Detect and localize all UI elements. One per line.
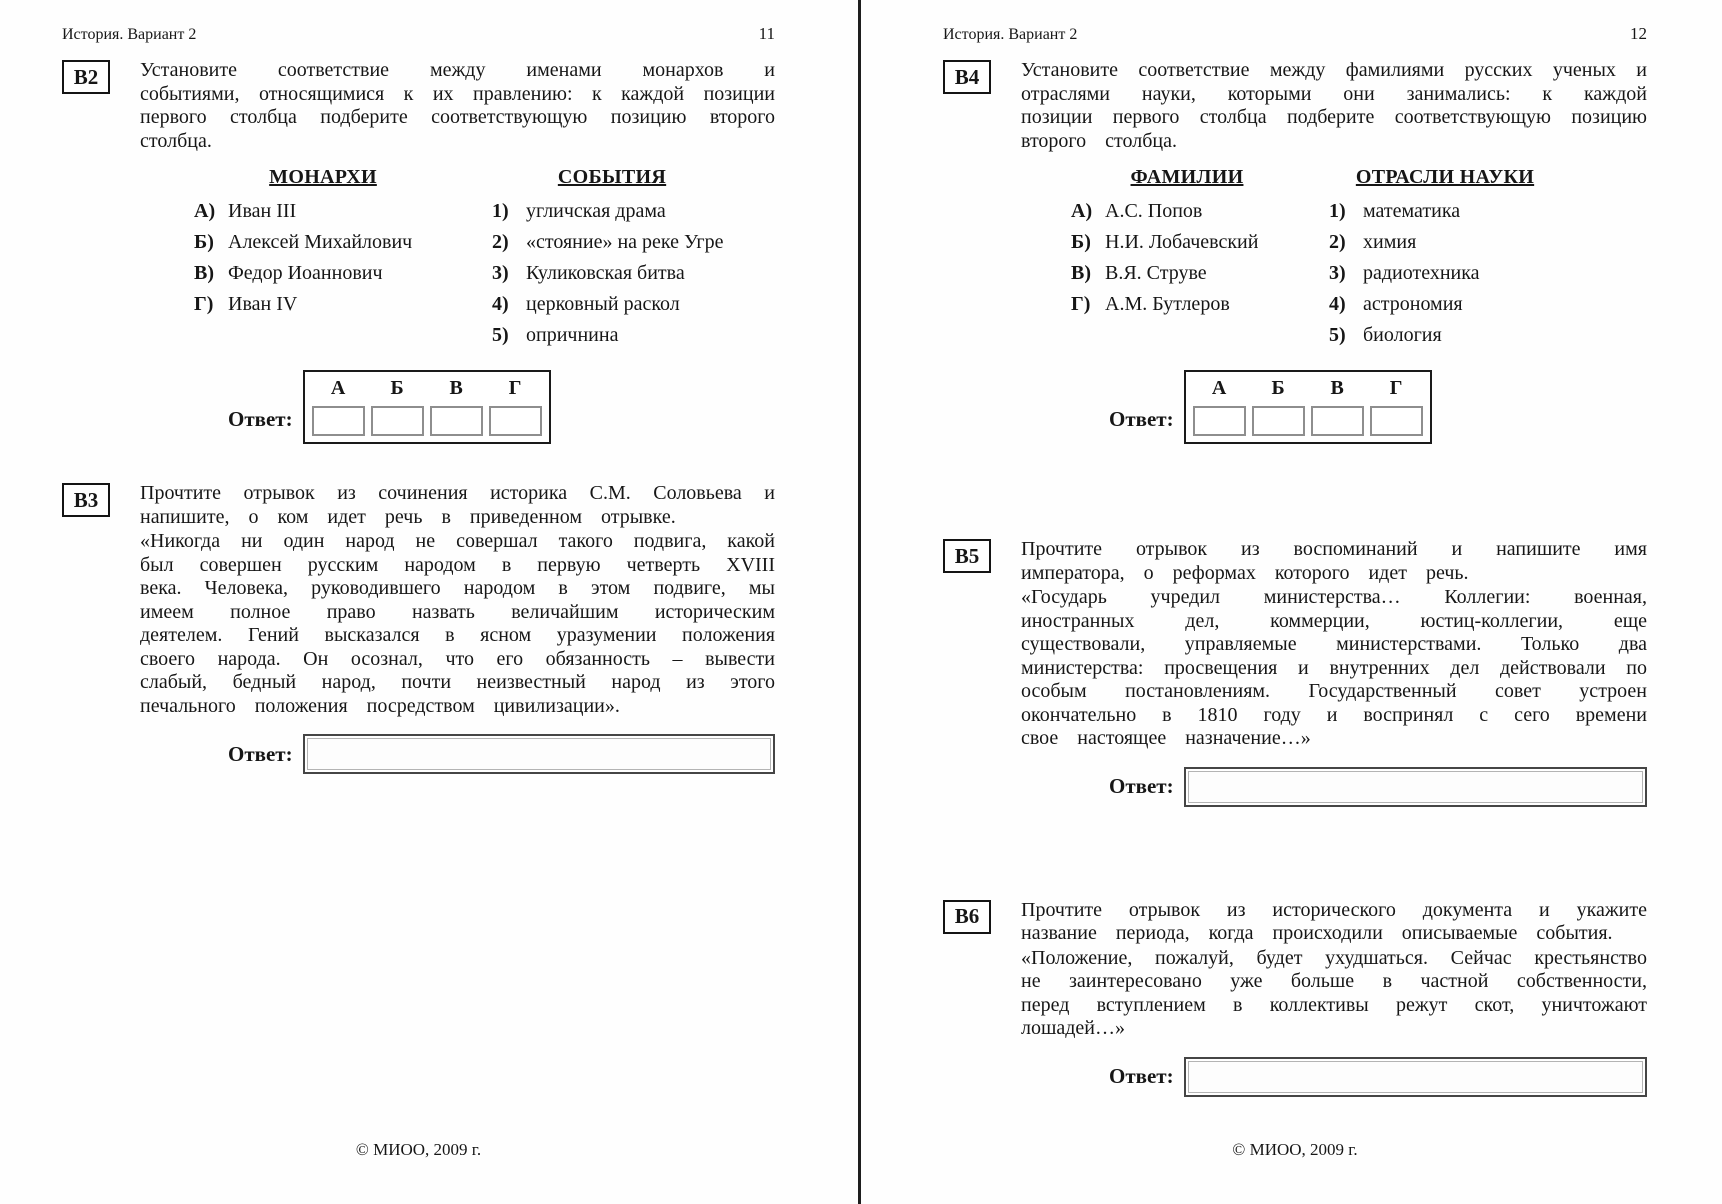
monarchs-column-header: МОНАРХИ — [269, 166, 377, 188]
task-b4-answer-row — [1109, 370, 1647, 444]
page-footer: © МИОО, 2009 г. — [355, 1140, 482, 1159]
item-text: Иван IV — [228, 293, 298, 315]
answer-label: Ответ: — [1109, 1064, 1174, 1088]
item-text: химия — [1363, 231, 1417, 253]
task-b4-answer-table — [1184, 370, 1432, 444]
item-marker: 4) — [492, 293, 509, 315]
item-text: опричнина — [526, 324, 619, 346]
match-item — [1329, 231, 1561, 253]
answer-column-header: А — [1211, 377, 1227, 399]
answer-cell-a[interactable] — [312, 406, 365, 436]
task-b4 — [943, 59, 1647, 444]
events-column-header: СОБЫТИЯ — [557, 166, 667, 188]
item-text: «стояние» на реке Угре — [526, 231, 724, 253]
task-b3-body — [140, 482, 775, 774]
item-marker: 2) — [492, 231, 509, 253]
item-marker: Б) — [1071, 231, 1091, 253]
task-b6-answer-field[interactable] — [1184, 1057, 1647, 1097]
task-b4-label: В4 — [954, 64, 980, 89]
answer-cell-v[interactable] — [1311, 406, 1364, 436]
sciences-column — [1329, 166, 1561, 346]
answer-cell-b[interactable] — [1252, 406, 1305, 436]
answer-field-inner — [1188, 771, 1643, 803]
match-item — [194, 200, 452, 222]
answer-label: Ответ: — [228, 741, 293, 766]
item-text: Федор Иоаннович — [228, 262, 383, 284]
sciences-column-header: ОТРАСЛИ НАУКИ — [1355, 166, 1535, 188]
answer-column-header: В — [1330, 377, 1344, 399]
task-b5-answer-row — [1109, 767, 1647, 807]
match-item — [1329, 293, 1561, 315]
answer-table-cells — [1190, 406, 1426, 436]
item-marker: 5) — [492, 324, 509, 346]
item-marker: А) — [194, 200, 216, 222]
item-marker: Г) — [1071, 293, 1091, 315]
match-item — [1329, 200, 1561, 222]
item-text: Куликовская битва — [526, 262, 685, 284]
item-text: математика — [1363, 200, 1461, 222]
task-b5-body — [1021, 538, 1647, 807]
events-column — [492, 166, 732, 346]
match-item — [492, 324, 732, 346]
task-b5-label: В5 — [954, 543, 980, 568]
task-b6-instruction: Прочтите отрывок из исторического документа и укажите название периода, когда происходили описываемые события. — [1021, 898, 1647, 944]
page-left — [62, 0, 775, 1204]
task-b6-body — [1021, 899, 1647, 1097]
task-b3-label: В3 — [73, 487, 99, 512]
item-text: Алексей Михайлович — [228, 231, 413, 253]
answer-cell-g[interactable] — [489, 406, 542, 436]
match-item — [492, 262, 732, 284]
answer-column-header: Г — [508, 377, 522, 399]
match-item — [194, 262, 452, 284]
task-b3-quote: «Никогда ни один народ не совершал такого подвига, какой был совершен русским народом в первую четверть XVIII века. Человека, руководившего народом в этом подвиге, мы имеем полное право назвать величайшим историческим деятелем. Гений высказался в ясном уразумении положения своего народа. Он осознал, что его обязанность – вывести слабый, бедный народ, почти неизвестный народ из этого печального положения посредством цивилизации». — [140, 530, 775, 717]
task-b6-quote: «Положение, пожалуй, будет ухудшаться. Сейчас крестьянство не заинтересовано уже больше в частной собственности, перед вступлением в коллективы режут скот, уничтожают лошадей…» — [1021, 946, 1647, 1039]
task-b2-answer-table — [303, 370, 551, 444]
answer-table-cells — [309, 406, 545, 436]
task-b3-answer-row — [228, 734, 775, 774]
item-marker: 5) — [1329, 324, 1346, 346]
match-item — [492, 293, 732, 315]
task-b4-body — [1021, 59, 1647, 444]
task-b2-label-box — [62, 60, 110, 94]
task-b6 — [943, 899, 1647, 1097]
item-text: церковный раскол — [526, 293, 680, 315]
task-b2-body — [140, 59, 775, 444]
task-b6-label: В6 — [954, 904, 980, 928]
item-marker: Г) — [194, 293, 214, 315]
item-text: В.Я. Струве — [1105, 262, 1207, 284]
answer-cell-v[interactable] — [430, 406, 483, 436]
page-footer: © МИОО, 2009 г. — [1232, 1140, 1358, 1159]
answer-column-header: Б — [1271, 377, 1285, 399]
task-b5-instruction: Прочтите отрывок из воспоминаний и напишите имя императора, о реформах которого идет речь. — [1021, 538, 1647, 584]
answer-label: Ответ: — [1109, 774, 1174, 798]
page-number: 11 — [758, 24, 775, 43]
item-text: угличская драма — [526, 200, 666, 222]
task-b6-label-box — [943, 900, 991, 934]
item-marker: Б) — [194, 231, 214, 253]
task-b3-instruction: Прочтите отрывок из сочинения историка С.М. Соловьева и напишите, о ком идет речь в приведенном отрывке. — [140, 482, 775, 528]
task-b2-matching-columns — [140, 166, 775, 346]
page-right — [943, 0, 1647, 1204]
item-text: Иван III — [228, 200, 297, 222]
page-divider-line — [858, 0, 861, 1204]
match-item — [1329, 262, 1561, 284]
answer-label: Ответ: — [1109, 407, 1174, 431]
surnames-column-header: ФАМИЛИИ — [1130, 166, 1244, 188]
match-item — [1071, 231, 1303, 253]
document-title: История. Вариант 2 — [943, 26, 1078, 43]
match-item — [194, 293, 452, 315]
answer-table-headers — [1190, 372, 1426, 406]
match-item — [1329, 324, 1561, 346]
item-marker: 3) — [492, 262, 509, 284]
task-b3-label-box — [62, 483, 110, 517]
item-text: астрономия — [1363, 293, 1463, 315]
task-b5-label-box — [943, 539, 991, 573]
match-item — [194, 231, 452, 253]
task-b5-answer-field[interactable] — [1184, 767, 1647, 807]
answer-field-inner — [307, 738, 771, 770]
item-text: биология — [1363, 324, 1442, 346]
answer-column-header: Г — [1389, 377, 1403, 399]
page-header — [943, 0, 1647, 44]
page-number: 12 — [1630, 24, 1647, 43]
item-marker: 1) — [492, 200, 509, 222]
item-text: радиотехника — [1363, 262, 1480, 284]
task-b2-label: В2 — [73, 64, 99, 89]
match-item — [1071, 262, 1303, 284]
answer-column-header: Б — [390, 377, 404, 399]
match-item — [1071, 293, 1303, 315]
document-title: История. Вариант 2 — [62, 26, 197, 43]
task-b2-answer-row — [228, 370, 775, 444]
match-item — [1071, 200, 1303, 222]
monarchs-column — [194, 166, 452, 346]
task-b4-instruction: Установите соответствие между фамилиями русских ученых и отраслями науки, которыми они занимались: к каждой позиции первого столбца подберите соответствующую позицию второго столбца. — [1021, 59, 1647, 152]
task-b4-label-box — [943, 60, 991, 94]
item-marker: 2) — [1329, 231, 1346, 253]
answer-field-inner — [1188, 1061, 1643, 1093]
match-item — [492, 200, 732, 222]
item-marker: А) — [1071, 200, 1093, 222]
surnames-column — [1071, 166, 1303, 346]
task-b3-answer-field[interactable] — [303, 734, 775, 774]
task-b6-answer-row — [1109, 1057, 1647, 1097]
task-b2 — [62, 59, 775, 444]
task-b4-matching-columns — [1021, 166, 1647, 346]
item-marker: 4) — [1329, 293, 1346, 315]
item-text: Н.И. Лобачевский — [1105, 231, 1259, 253]
page-header — [62, 0, 775, 44]
task-b2-instruction: Установите соответствие между именами монархов и событиями, относящимися к их правлению: к каждой позиции первого столбца подберите соответствующую позицию второго столбца. — [140, 59, 775, 152]
match-item — [492, 231, 732, 253]
item-marker: 1) — [1329, 200, 1346, 222]
item-text: А.С. Попов — [1105, 200, 1203, 222]
answer-cell-g[interactable] — [1370, 406, 1423, 436]
task-b5-quote: «Государь учредил министерства… Коллегии: военная, иностранных дел, коммерции, юстиц-коллегии, еще существовали, управляемые министерствами. Только два министерства: просвещения и внутренних дел действовали по особым постановлениям. Государственный совет устроен окончательно в 1810 году и воспринял с сего времени свое настоящее назначение…» — [1021, 586, 1647, 749]
answer-column-header: В — [449, 377, 463, 399]
answer-table-headers — [309, 372, 545, 406]
task-b5 — [943, 538, 1647, 807]
item-marker: В) — [1071, 262, 1091, 284]
answer-column-header: А — [330, 377, 346, 399]
item-marker: 3) — [1329, 262, 1346, 284]
item-marker: В) — [194, 262, 214, 284]
answer-label: Ответ: — [228, 407, 293, 431]
task-b3 — [62, 482, 775, 774]
answer-cell-b[interactable] — [371, 406, 424, 436]
item-text: А.М. Бутлеров — [1105, 293, 1230, 315]
answer-cell-a[interactable] — [1193, 406, 1246, 436]
